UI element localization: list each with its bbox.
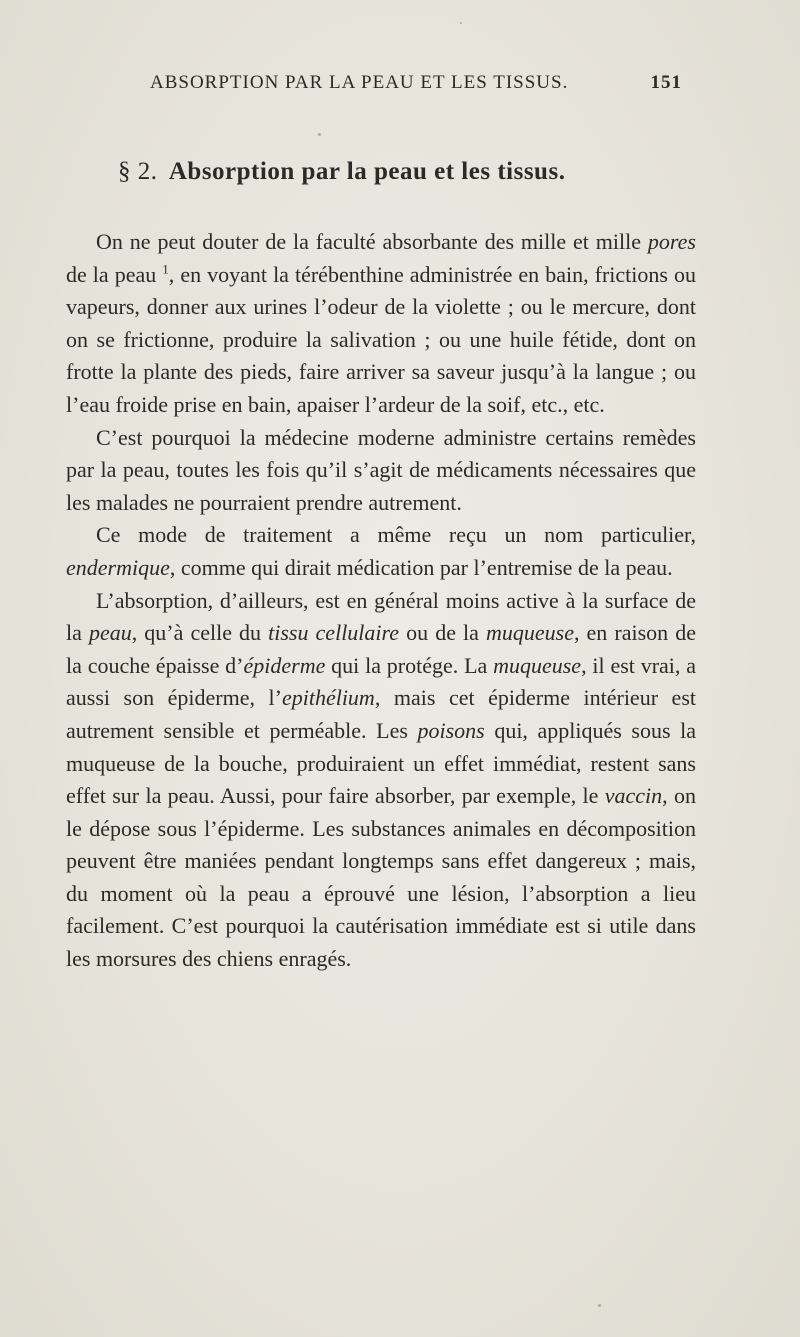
paragraph bbox=[66, 422, 696, 520]
text-run: , qu’à celle du bbox=[131, 620, 269, 646]
text-run: , en raison de la couche épaisse d’ bbox=[66, 620, 696, 678]
italic-term: épiderme bbox=[243, 652, 326, 678]
italic-term: peau bbox=[88, 620, 132, 646]
italic-term: epithélium bbox=[281, 685, 375, 711]
paragraph bbox=[66, 585, 696, 976]
running-title: ABSORPTION PAR LA PEAU ET LES TISSUS. bbox=[150, 72, 569, 93]
italic-term: endermique bbox=[66, 554, 170, 580]
text-run: , on le dépose sous l’épiderme. Les substances animales en décomposition peuvent être maniées pendant longtemps sans effet dangereux ; mais, du moment où la peau a éprouvé une lésion, l’absorption a lieu facilement. C’est pourquoi la cautérisation immédiate est si utile dans les morsures des chiens enragés. bbox=[66, 783, 696, 972]
paper-speck bbox=[318, 133, 321, 136]
italic-term: muqueuse bbox=[493, 652, 582, 678]
text-run: ou de la bbox=[399, 620, 486, 646]
page-number: 151 bbox=[650, 72, 682, 93]
text-run: qui, appliqués sous la muqueuse de la bouche, produiraient un effet immédiat, restent sans effet sur la peau. Aussi, pour faire absorber, par exemple, le bbox=[66, 717, 696, 809]
running-head bbox=[150, 72, 682, 102]
section-heading bbox=[118, 158, 698, 186]
italic-term: pores bbox=[647, 229, 696, 254]
text-run: , mais cet épiderme intérieur est autrement sensible et perméable. Les bbox=[66, 685, 696, 743]
footnote-ref: 1 bbox=[162, 261, 169, 277]
body-text bbox=[66, 226, 696, 976]
italic-term: poisons bbox=[417, 717, 485, 743]
italic-term: muqueuse bbox=[485, 620, 574, 646]
text-run: Ce mode de traitement a même reçu un nom particulier, bbox=[96, 522, 696, 548]
section-mark: § 2. bbox=[118, 158, 158, 185]
text-run: qui la protége. La bbox=[325, 652, 494, 678]
text-run: On ne peut douter de la faculté absorbante des mille et mille bbox=[96, 229, 648, 254]
text-run: , en voyant la térébenthine administrée en bain, frictions ou vapeurs, donner aux urines l’odeur de la violette ; ou le mercure, dont on se frictionne, produire la salivation ; ou une huile fétide, dont on frotte la plante des pieds, faire arriver sa saveur jusqu’à la langue ; ou l’eau froide prise en bain, apaiser l’ardeur de la soif, etc., etc. bbox=[66, 261, 696, 417]
paragraph bbox=[66, 226, 696, 422]
italic-term: tissu cellulaire bbox=[268, 620, 400, 646]
text-run: L’absorption, d’ailleurs, est en général moins active à la surface de la bbox=[66, 587, 696, 646]
paper-speck bbox=[598, 1304, 601, 1307]
text-run: , il est vrai, a aussi son épiderme, l’ bbox=[66, 652, 696, 711]
text-run: de la peau bbox=[66, 261, 163, 287]
paper-speck bbox=[460, 22, 462, 24]
section-title: Absorption par la peau et les tissus. bbox=[168, 158, 566, 185]
text-run: , comme qui dirait médication par l’entremise de la peau. bbox=[169, 554, 673, 580]
italic-term: vaccin bbox=[604, 783, 663, 809]
paragraph bbox=[66, 519, 696, 584]
text-run: C’est pourquoi la médecine moderne administre certains remèdes par la peau, toutes les fois qu’il s’agit de médicaments nécessaires que les malades ne pourraient prendre autrement. bbox=[66, 424, 696, 515]
